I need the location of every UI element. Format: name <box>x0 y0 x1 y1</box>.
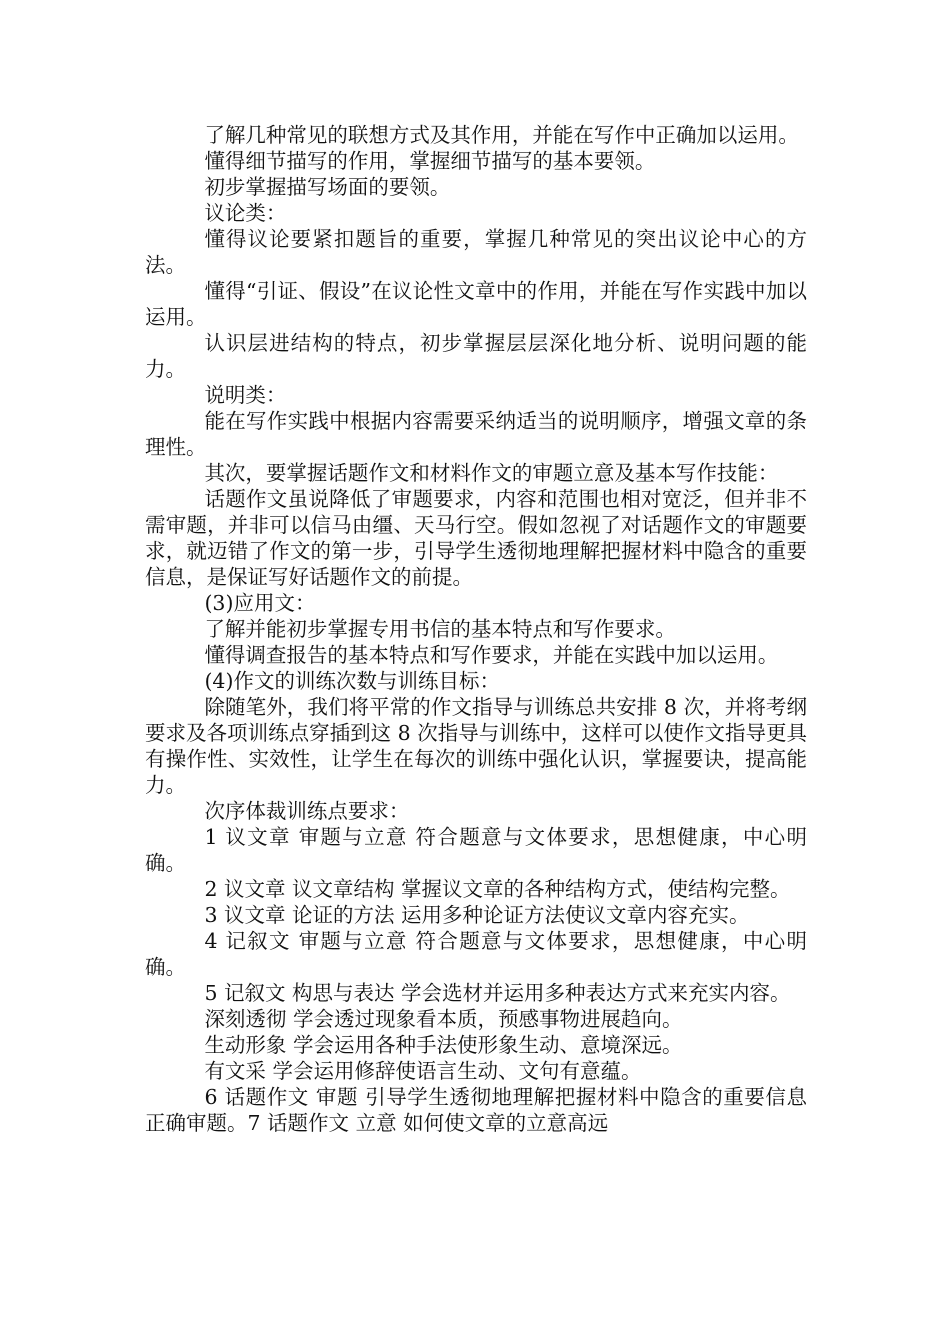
paragraph-survey-report: 懂得调查报告的基本特点和写作要求，并能在实践中加以运用。 <box>204 643 779 667</box>
list-item-vivid-image: 生动形象 学会运用各种手法使形象生动、意境深远。 <box>204 1033 683 1057</box>
list-item-training-2: 2 议文章 议文章结构 掌握议文章的各种结构方式，使结构完整。 <box>204 877 791 901</box>
paragraph-explanation-order: 能在写作实践中根据内容需要采纳适当的说明顺序，增强文章的条理性。 <box>145 409 807 459</box>
paragraph-training-schedule: 除随笔外，我们将平常的作文指导与训练总共安排 8 次，并将考纲要求及各项训练点穿插到这 8 次指导与训练中，这样可以使作文指导更具有操作性、实效性，让学生在每次的训练中强化认识，掌握要诀，提高能力。 <box>145 695 807 797</box>
heading-practical-writing: (3)应用文： <box>204 591 316 615</box>
heading-expository: 说明类： <box>204 383 287 407</box>
paragraph-letters: 了解并能初步掌握专用书信的基本特点和写作要求。 <box>204 617 676 641</box>
list-item-training-6-7: 6 话题作文 审题 引导学生透彻地理解把握材料中隐含的重要信息正确审题。7 话题作文 立意 如何使文章的立意高远 <box>145 1085 807 1135</box>
document-page <box>145 122 807 1136</box>
list-item-training-3: 3 议文章 论证的方法 运用多种论证方法使议文章内容充实。 <box>204 903 750 927</box>
paragraph-topic-material: 其次，要掌握话题作文和材料作文的审题立意及基本写作技能： <box>204 461 779 485</box>
paragraph-detail-description: 懂得细节描写的作用，掌握细节描写的基本要领。 <box>204 149 656 173</box>
heading-training-plan: (4)作文的训练次数与训练目标： <box>204 669 500 693</box>
list-item-training-5: 5 记叙文 构思与表达 学会选材并运用多种表达方式来充实内容。 <box>204 981 791 1005</box>
heading-training-points: 次序体裁训练点要求： <box>204 799 410 823</box>
list-item-training-4: 4 记叙文 审题与立意 符合题意与文体要求，思想健康，中心明确。 <box>145 929 807 979</box>
paragraph-argument-focus: 懂得议论要紧扣题旨的重要，掌握几种常见的突出议论中心的方法。 <box>145 227 807 277</box>
paragraph-scene-description: 初步掌握描写场面的要领。 <box>204 175 451 199</box>
paragraph-association: 了解几种常见的联想方式及其作用，并能在写作中正确加以运用。 <box>204 123 799 147</box>
paragraph-citation-hypothesis: 懂得“引证、假设”在议论性文章中的作用，并能在写作实践中加以运用。 <box>145 279 807 329</box>
heading-argumentative: 议论类： <box>204 201 287 225</box>
paragraph-progressive-structure: 认识层进结构的特点，初步掌握层层深化地分析、说明问题的能力。 <box>145 331 807 381</box>
paragraph-topic-essay: 话题作文虽说降低了审题要求，内容和范围也相对宽泛，但并非不需审题，并非可以信马由缰、天马行空。假如忽视了对话题作文的审题要求，就迈错了作文的第一步，引导学生透彻地理解把握材料中隐含的重要信息，是保证写好话题作文的前提。 <box>145 487 807 589</box>
list-item-training-1: 1 议文章 审题与立意 符合题意与文体要求，思想健康，中心明确。 <box>145 825 807 875</box>
list-item-deep-insight: 深刻透彻 学会透过现象看本质，预感事物进展趋向。 <box>204 1007 683 1031</box>
list-item-literary-grace: 有文采 学会运用修辞使语言生动、文句有意蕴。 <box>204 1059 642 1083</box>
